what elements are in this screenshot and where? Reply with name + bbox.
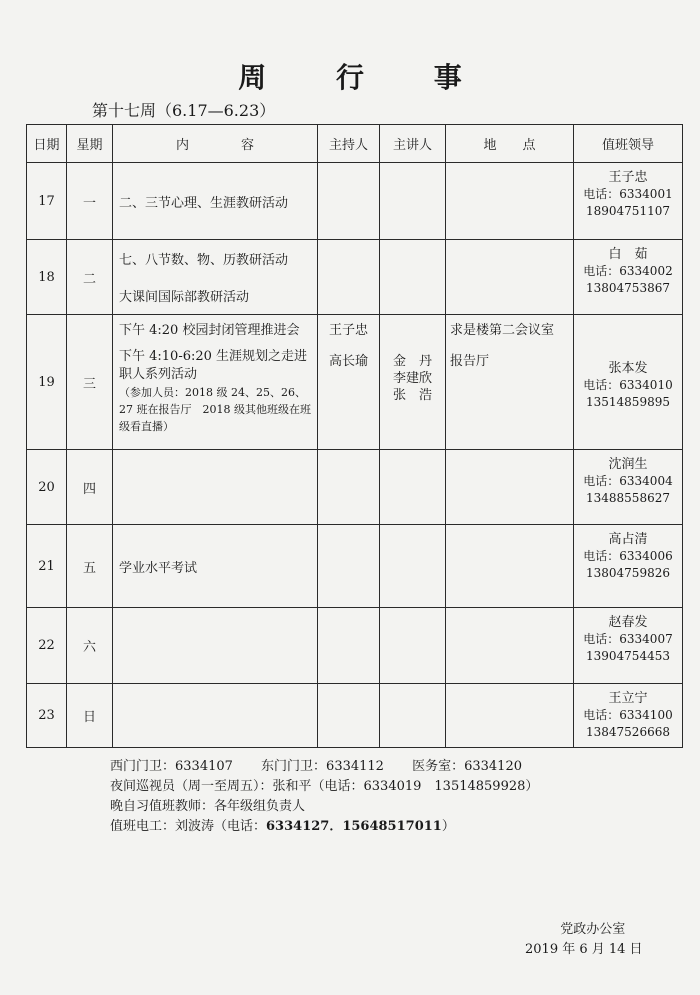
footer-contacts (110, 757, 546, 837)
host-name: 王子忠 (328, 323, 368, 338)
row-host (318, 240, 380, 315)
row-host (318, 163, 380, 240)
duty-mobile: 13804759826 (586, 566, 670, 580)
duty-name: 王立宁 (608, 691, 648, 706)
duty-tel: 电话：6334100 (583, 708, 673, 722)
duty-name: 沈润生 (608, 457, 648, 472)
duty-mobile: 13904754453 (586, 649, 670, 663)
row-place (446, 525, 574, 608)
content-line: 学业水平考试 (119, 560, 198, 576)
row-host (318, 315, 380, 450)
duty-mobile: 13847526668 (586, 725, 670, 739)
header-place: 地 点 (446, 125, 574, 163)
row-weekday: 六 (67, 608, 113, 684)
row-date: 22 (27, 608, 67, 684)
row-place (446, 315, 574, 450)
row-speaker (380, 450, 446, 525)
row-weekday: 五 (67, 525, 113, 608)
row-weekday: 三 (67, 315, 113, 450)
duty-mobile: 13804753867 (586, 281, 670, 295)
row-place (446, 163, 574, 240)
row-content (113, 163, 318, 240)
speaker-name: 金 丹 (392, 354, 432, 369)
row-duty (574, 684, 683, 748)
row-date: 20 (27, 450, 67, 525)
row-content (113, 315, 318, 450)
duty-mobile: 13514859895 (586, 394, 670, 409)
signature-block (525, 920, 643, 960)
header-weekday: 星期 (67, 125, 113, 163)
speaker-name: 张 浩 (392, 388, 432, 403)
header-row (27, 125, 683, 163)
row-content (113, 525, 318, 608)
row-place (446, 450, 574, 525)
header-speaker: 主讲人 (380, 125, 446, 163)
row-host (318, 450, 380, 525)
content-note: （参加人员：2018 级 24、25、26、27 班在报告厅 2018 级其他班级在班级看直播） (119, 386, 311, 433)
row-date: 18 (27, 240, 67, 315)
table-row (27, 240, 683, 315)
electrician-label: 值班电工：刘波涛（电话： (110, 819, 267, 834)
duty-name: 赵春发 (608, 615, 648, 630)
content-line: 下午 4:10-6:20 生涯规划之走进职人系列活动 (119, 349, 308, 382)
row-speaker (380, 240, 446, 315)
table-row (27, 608, 683, 684)
duty-tel: 电话：6334004 (583, 474, 673, 488)
clinic: 医务室：6334120 (412, 759, 522, 774)
content-line: 七、八节数、物、历教研活动 (119, 253, 289, 268)
row-date: 23 (27, 684, 67, 748)
row-duty (574, 450, 683, 525)
table-row (27, 525, 683, 608)
table-row (27, 315, 683, 450)
row-weekday: 日 (67, 684, 113, 748)
duty-tel: 电话：6334002 (583, 264, 673, 278)
row-weekday: 二 (67, 240, 113, 315)
table-row (27, 450, 683, 525)
duty-tel: 电话：6334007 (583, 632, 673, 646)
row-content (113, 450, 318, 525)
duty-tel: 电话：6334001 (583, 187, 673, 201)
row-place (446, 684, 574, 748)
electrician-phone: 6334127．15648517011 (266, 819, 442, 834)
gate-contacts-row (110, 757, 546, 777)
row-speaker (380, 525, 446, 608)
night-patrol: 夜间巡视员（周一至周五）：张和平（电话：6334019 13514859928） (110, 779, 539, 794)
electrician-row (110, 817, 546, 837)
content-line: 二、三节心理、生涯教研活动 (119, 195, 289, 211)
content-line: 大课间国际部教研活动 (119, 290, 250, 305)
duty-tel: 电话：6334010 (583, 377, 673, 392)
duty-name: 高占清 (608, 532, 648, 547)
row-place (446, 240, 574, 315)
header-host: 主持人 (318, 125, 380, 163)
duty-name: 王子忠 (608, 170, 648, 185)
row-content (113, 684, 318, 748)
schedule-table (26, 124, 683, 748)
row-speaker (380, 608, 446, 684)
row-host (318, 684, 380, 748)
header-date: 日期 (27, 125, 67, 163)
row-duty (574, 525, 683, 608)
row-duty (574, 608, 683, 684)
table-row (27, 684, 683, 748)
row-host (318, 608, 380, 684)
row-host (318, 525, 380, 608)
place-name: 报告厅 (450, 354, 490, 369)
row-speaker (380, 315, 446, 450)
row-weekday: 四 (67, 450, 113, 525)
evening-study: 晚自习值班教师：各年级组负责人 (110, 799, 306, 814)
row-content (113, 608, 318, 684)
row-date: 21 (27, 525, 67, 608)
place-name: 求是楼第二会议室 (450, 323, 555, 338)
west-gate: 西门门卫：6334107 (110, 759, 233, 774)
row-duty (574, 163, 683, 240)
duty-name: 白 茹 (608, 247, 648, 262)
table-row (27, 163, 683, 240)
row-speaker (380, 163, 446, 240)
electrician-close: ） (441, 819, 455, 834)
header-content: 内 容 (113, 125, 318, 163)
row-speaker (380, 684, 446, 748)
speaker-name: 李建欣 (392, 371, 432, 386)
signature-office: 党政办公室 (560, 922, 626, 937)
document-title: 周 行 事 (238, 61, 492, 94)
row-place (446, 608, 574, 684)
east-gate: 东门门卫：6334112 (261, 759, 384, 774)
row-date: 17 (27, 163, 67, 240)
week-label: 第十七周（6.17—6.23） (92, 101, 276, 120)
row-duty (574, 240, 683, 315)
row-weekday: 一 (67, 163, 113, 240)
duty-mobile: 18904751107 (586, 204, 670, 218)
row-content (113, 240, 318, 315)
row-duty (574, 315, 683, 450)
row-date: 19 (27, 315, 67, 450)
duty-tel: 电话：6334006 (583, 549, 673, 563)
signature-date: 2019 年 6 月 14 日 (525, 942, 643, 957)
header-duty: 值班领导 (574, 125, 683, 163)
duty-name: 张本发 (608, 360, 648, 376)
content-line: 下午 4:20 校园封闭管理推进会 (119, 323, 300, 338)
host-name: 高长瑜 (328, 354, 368, 369)
duty-mobile: 13488558627 (586, 491, 670, 505)
